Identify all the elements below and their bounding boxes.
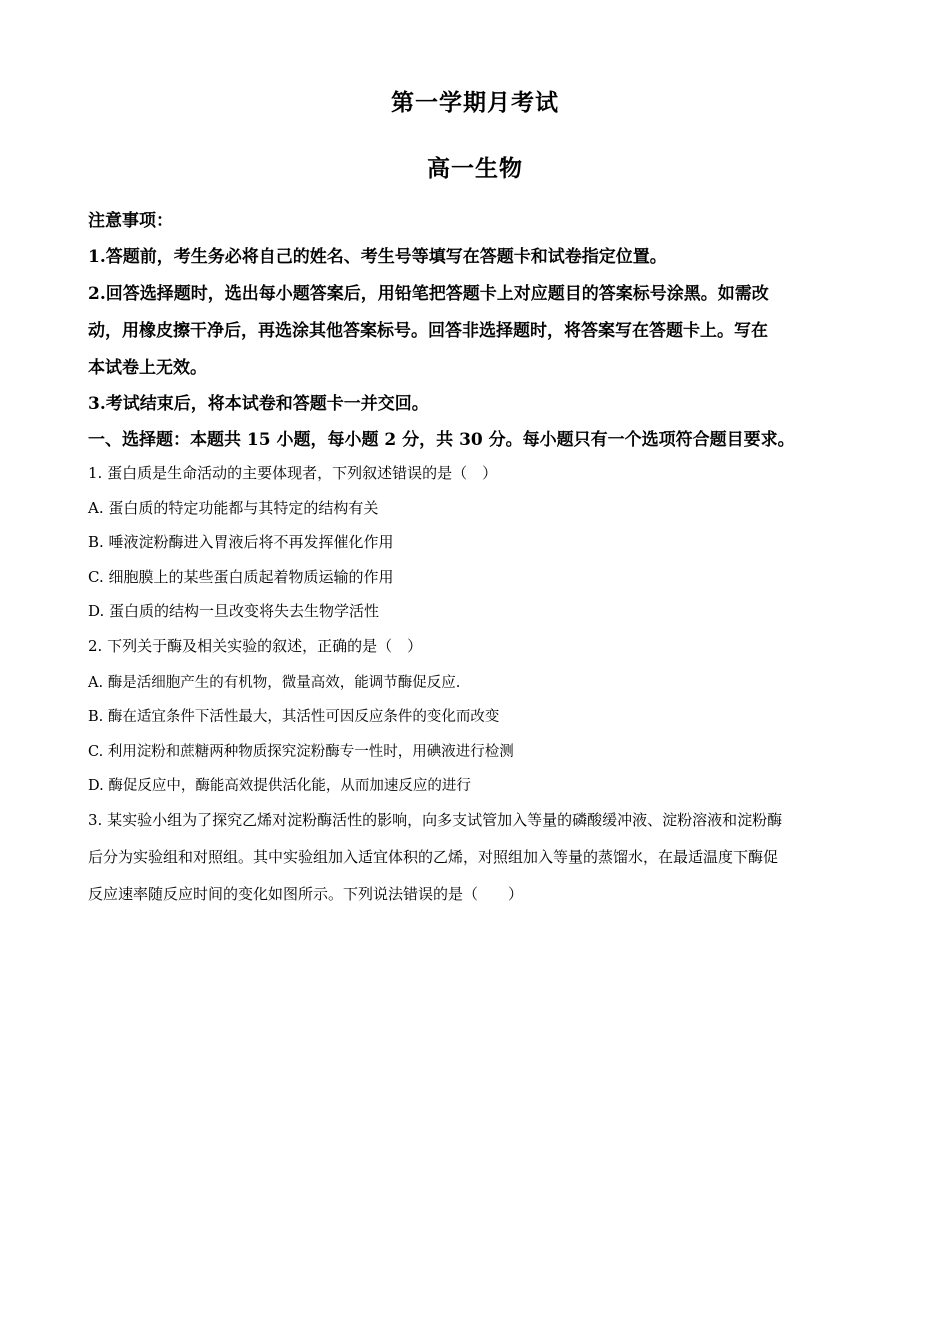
question-1-option-d: D. 蛋白质的结构一旦改变将失去生物学活性: [88, 602, 380, 620]
notice-line: 3.考试结束后，将本试卷和答题卡一并交回。: [88, 394, 429, 414]
notice-line: 本试卷上无效。: [88, 358, 207, 378]
question-1-option-b: B. 唾液淀粉酶进入胃液后将不再发挥催化作用: [88, 533, 394, 551]
notice-line: 1.答题前，考生务必将自己的姓名、考生号等填写在答题卡和试卷指定位置。: [88, 247, 667, 267]
question-1-option-c: C. 细胞膜上的某些蛋白质起着物质运输的作用: [88, 568, 394, 586]
question-1-option-a: A. 蛋白质的特定功能都与其特定的结构有关: [88, 499, 379, 517]
notice-heading: 注意事项：: [88, 211, 173, 231]
question-1-stem: 1. 蛋白质是生命活动的主要体现者，下列叙述错误的是（ ）: [88, 464, 498, 482]
question-2-option-c: C. 利用淀粉和蔗糖两种物质探究淀粉酶专一性时，用碘液进行检测: [88, 744, 514, 760]
question-2-stem: 2. 下列关于酶及相关实验的叙述，正确的是（ ）: [88, 637, 423, 655]
question-3-stem-line: 3. 某实验小组为了探究乙烯对淀粉酶活性的影响，向多支试管加入等量的磷酸缓冲液、淀粉溶液和淀粉酶: [88, 811, 783, 829]
question-3-stem-line: 反应速率随反应时间的变化如图所示。下列说法错误的是（ ）: [88, 885, 524, 903]
question-2-option-d: D. 酶促反应中，酶能高效提供活化能，从而加速反应的进行: [88, 778, 471, 794]
section-heading: 一、选择题：本题共 15 小题，每小题 2 分，共 30 分。每小题只有一个选项符合题目要求。: [88, 430, 795, 450]
question-2-option-a: A. 酶是活细胞产生的有机物，微量高效，能调节酶促反应.: [88, 675, 461, 691]
exam-title: 第一学期月考试: [391, 89, 559, 116]
question-3-stem-line: 后分为实验组和对照组。其中实验组加入适宜体积的乙烯，对照组加入等量的蒸馏水，在最适温度下酶促: [88, 848, 779, 866]
notice-line: 2.回答选择题时，选出每小题答案后，用铅笔把答题卡上对应题目的答案标号涂黑。如需改: [88, 284, 769, 304]
question-2-option-b: B. 酶在适宜条件下活性最大，其活性可因反应条件的变化而改变: [88, 709, 500, 725]
notice-line: 动，用橡皮擦干净后，再选涂其他答案标号。回答非选择题时，将答案写在答题卡上。写在: [88, 321, 768, 341]
subject-title: 高一生物: [427, 155, 523, 182]
